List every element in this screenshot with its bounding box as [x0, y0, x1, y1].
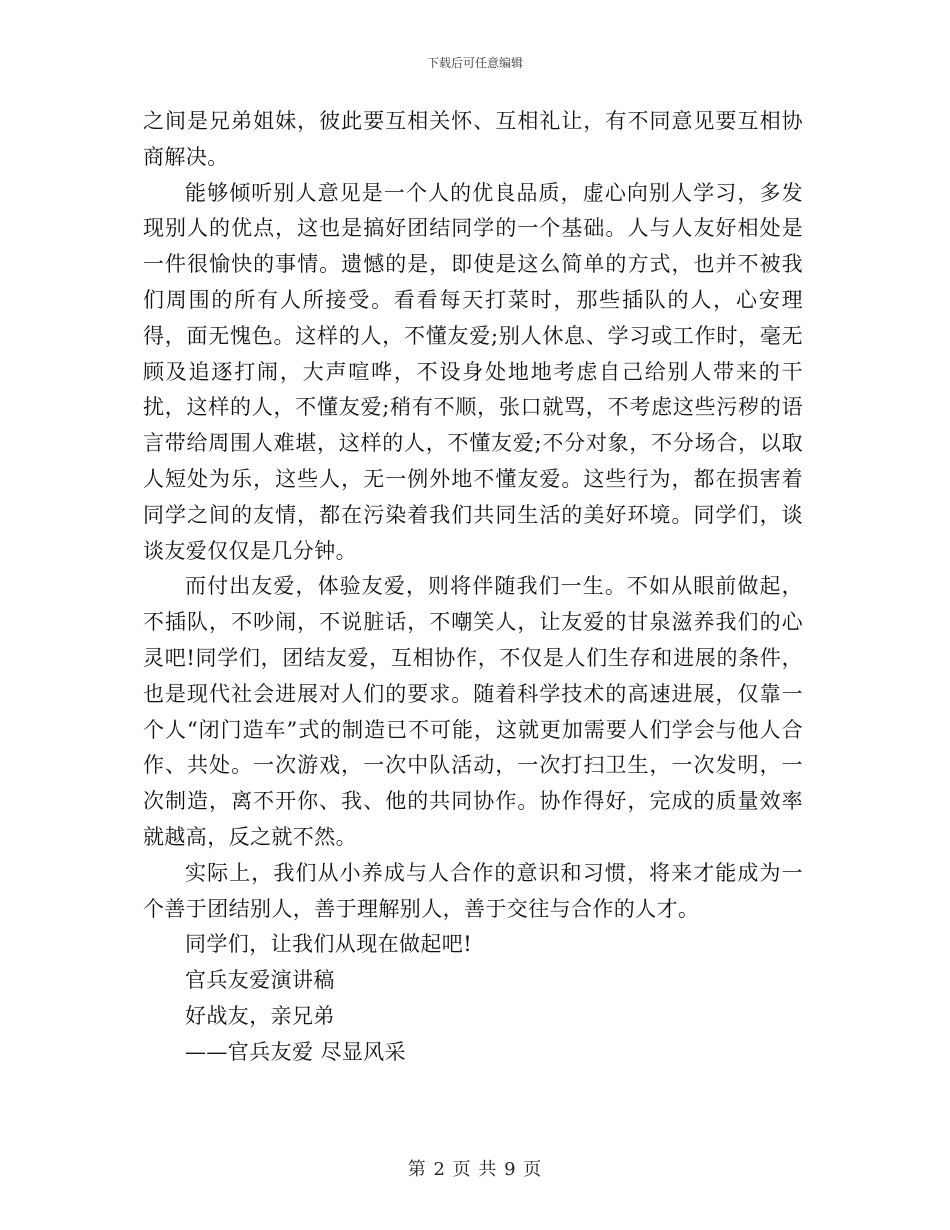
document-body [143, 104, 803, 1071]
paragraph: 而付出友爱，体验友爱，则将伴随我们一生。不如从眼前做起，不插队，不吵闹，不说脏话，不嘲笑人，让友爱的甘泉滋养我们的心灵吧!同学们，团结友爱，互相协作，不仅是人们生存和进展的条件，也是现代社会进展对人们的要求。随着科学技术的高速进展，仅靠一个人“闭门造车”式的制造已不可能，这就更加需要人们学会与他人合作、共处。一次游戏，一次中队活动，一次打扫卫生，一次发明，一次制造，离不开你、我、他的共同协作。协作得好，完成的质量效率就越高，反之就不然。 [143, 574, 803, 849]
paragraph: 同学们，让我们从现在做起吧! [185, 932, 473, 957]
paragraph: 能够倾听别人意见是一个人的优良品质，虚心向别人学习，多发现别人的优点，这也是搞好团结同学的一个基础。人与人友好相处是一件很愉快的事情。遗憾的是，即使是这么简单的方式，也并不被我们周围的所有人所接受。看看每天打菜时，那些插队的人，心安理得，面无愧色。这样的人，不懂友爱;别人休息、学习或工作时，毫无顾及追逐打闹，大声喧哗，不设身处地地考虑自己给别人带来的干扰，这样的人，不懂友爱;稍有不顺，张口就骂，不考虑这些污秽的语言带给周围人难堪，这样的人，不懂友爱;不分对象，不分场合，以取人短处为乐，这些人，无一例外地不懂友爱。这些行为，都在损害着同学之间的友情，都在污染着我们共同生活的美好环境。同学们，谈谈友爱仅仅是几分钟。 [143, 180, 803, 563]
paragraph: 实际上，我们从小养成与人合作的意识和习惯，将来才能成为一个善于团结别人，善于理解别人，善于交往与合作的人才。 [143, 860, 803, 921]
paragraph: 之间是兄弟姐妹，彼此要互相关怀、互相礼让，有不同意见要互相协商解决。 [143, 109, 803, 169]
section-subtitle: 好战友，亲兄弟 [185, 1003, 335, 1028]
page-header: 下载后可任意编辑 [426, 56, 523, 70]
section-title: 官兵友爱演讲稿 [185, 968, 335, 993]
page-number-footer: 第 2 页 共 9 页 [407, 1159, 543, 1180]
section-tagline: ——官兵友爱 尽显风采 [185, 1039, 407, 1064]
